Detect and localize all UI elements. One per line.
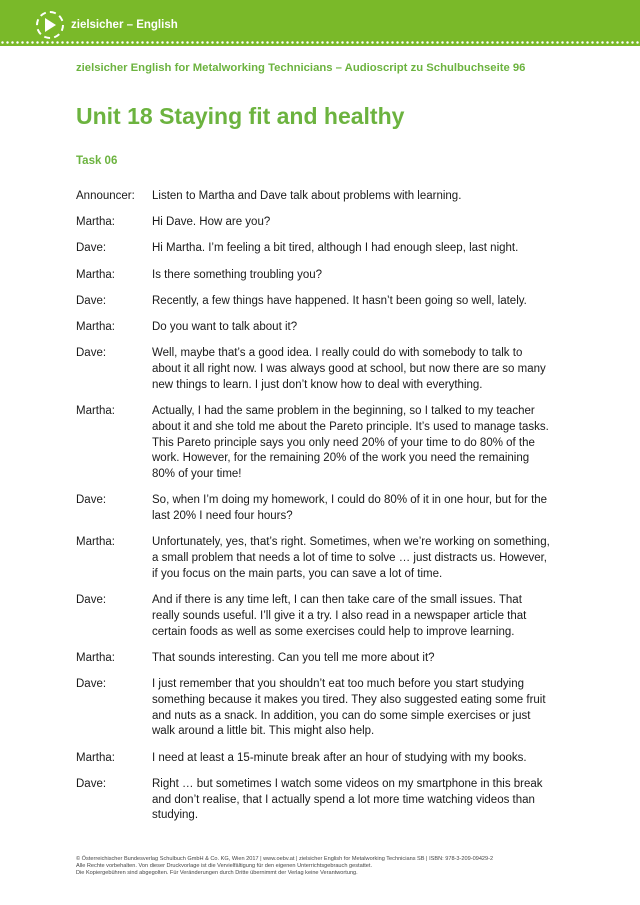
speaker-name: Martha: bbox=[76, 651, 115, 664]
dialogue-line bbox=[76, 404, 566, 483]
speaker-name: Dave: bbox=[76, 294, 107, 307]
speech-text: Listen to Martha and Dave talk about problems with learning. bbox=[152, 190, 462, 202]
dialogue-line bbox=[76, 535, 566, 582]
task-heading: Task 06 bbox=[76, 155, 118, 167]
dialogue-line bbox=[76, 651, 566, 667]
footer-line: Alle Rechte vorbehalten. Von dieser Druckvorlage ist die Vervielfältigung für den eigenen Unterrichtsgebrauch gestattet. bbox=[76, 862, 373, 869]
dialogue-line bbox=[76, 751, 566, 767]
speech-text: Well, maybe that’s a good idea. I really could do with somebody to talk to about it all right now. I was always good at school, but now there are so many new things to learn. I just don’t know how to deal with everything. bbox=[152, 347, 546, 391]
dialogue-line bbox=[76, 493, 566, 525]
footer bbox=[76, 856, 576, 876]
page-title: Unit 18 Staying fit and healthy bbox=[76, 103, 405, 129]
footer-line: Die Kopiergebühren sind abgegolten. Für Veränderungen durch Dritte übernimmt der Verlag keine Verantwortung. bbox=[76, 869, 358, 876]
dialogue-line bbox=[76, 294, 566, 310]
dialogue-line bbox=[76, 268, 566, 284]
play-icon bbox=[36, 11, 64, 39]
speaker-name: Martha: bbox=[76, 404, 115, 417]
speaker-name: Dave: bbox=[76, 494, 107, 507]
speaker-name: Martha: bbox=[76, 320, 115, 333]
speaker-name: Dave: bbox=[76, 678, 107, 691]
brand-logo bbox=[36, 11, 178, 39]
speaker-name: Martha: bbox=[76, 216, 115, 229]
speaker-name: Martha: bbox=[76, 751, 115, 764]
speech-text: That sounds interesting. Can you tell me more about it? bbox=[152, 651, 435, 664]
brand-name: zielsicher – English bbox=[71, 19, 178, 31]
page-subtitle: zielsicher English for Metalworking Technicians – Audioscript zu Schulbuchseite 96 bbox=[76, 62, 526, 74]
dialogue-line bbox=[76, 677, 566, 740]
dialogue-line bbox=[76, 215, 566, 231]
dialogue-line bbox=[76, 346, 566, 393]
speech-text: Actually, I had the same problem in the beginning, so I talked to my teacher about it and she told me about the Pareto principle. It’s used to manage tasks. This Pareto principle says you only need 20% of your time to do 80% of the work. However, for the remaining 20% of the work you need the remaining 80% of your time! bbox=[152, 404, 549, 481]
speech-text: And if there is any time left, I can then take care of the small issues. That really sounds useful. I’ll give it a try. I also read in a newspaper article that certain foods as well as some exercises could help to improve learning. bbox=[152, 594, 527, 638]
speech-text: Is there something troubling you? bbox=[152, 268, 323, 281]
dialogue bbox=[76, 189, 566, 835]
speaker-name: Dave: bbox=[76, 242, 107, 255]
speech-text: Hi Dave. How are you? bbox=[152, 216, 271, 229]
footer-line: © Österreichischer Bundesverlag Schulbuch GmbH & Co. KG, Wien 2017 | www.oebv.at | zielsicher English for Metalworking Technicians SB | ISBN: 978-3-209-09429-2 bbox=[76, 856, 494, 862]
speech-text: Hi Martha. I’m feeling a bit tired, although I had enough sleep, last night. bbox=[152, 242, 519, 255]
speech-text: Do you want to talk about it? bbox=[152, 320, 298, 333]
speaker-name: Announcer: bbox=[76, 190, 135, 202]
dialogue-line bbox=[76, 777, 566, 824]
speech-text: I just remember that you shouldn’t eat too much before you start studying something because it makes you tired. They also suggested eating some fruit and nuts as a snack. In addition, you can do some simple exercises or just walk around a little bit. This might also help. bbox=[152, 678, 546, 738]
dialogue-line bbox=[76, 320, 566, 336]
speaker-name: Martha: bbox=[76, 536, 115, 549]
speech-text: So, when I’m doing my homework, I could do 80% of it in one hour, but for the last 20% I need four hours? bbox=[152, 494, 548, 523]
speech-text: I need at least a 15-minute break after an hour of studying with my books. bbox=[152, 751, 527, 764]
speaker-name: Dave: bbox=[76, 777, 107, 790]
dialogue-line bbox=[76, 189, 566, 205]
speech-text: Recently, a few things have happened. It hasn’t been going so well, lately. bbox=[152, 294, 527, 307]
dialogue-line bbox=[76, 593, 566, 640]
speaker-name: Martha: bbox=[76, 268, 115, 281]
dialogue-line bbox=[76, 241, 566, 257]
header-dotted-edge bbox=[0, 40, 640, 46]
speech-text: Unfortunately, yes, that’s right. Sometimes, when we’re working on something, a small problem that needs a lot of time to solve … just distracts us. However, if you focus on the main parts, you can save a lot of time. bbox=[152, 536, 550, 580]
speech-text: Right … but sometimes I watch some videos on my smartphone in this break and don’t realise, that I actually spend a lot more time watching videos than studying. bbox=[152, 777, 543, 822]
speaker-name: Dave: bbox=[76, 594, 107, 607]
speaker-name: Dave: bbox=[76, 347, 107, 360]
